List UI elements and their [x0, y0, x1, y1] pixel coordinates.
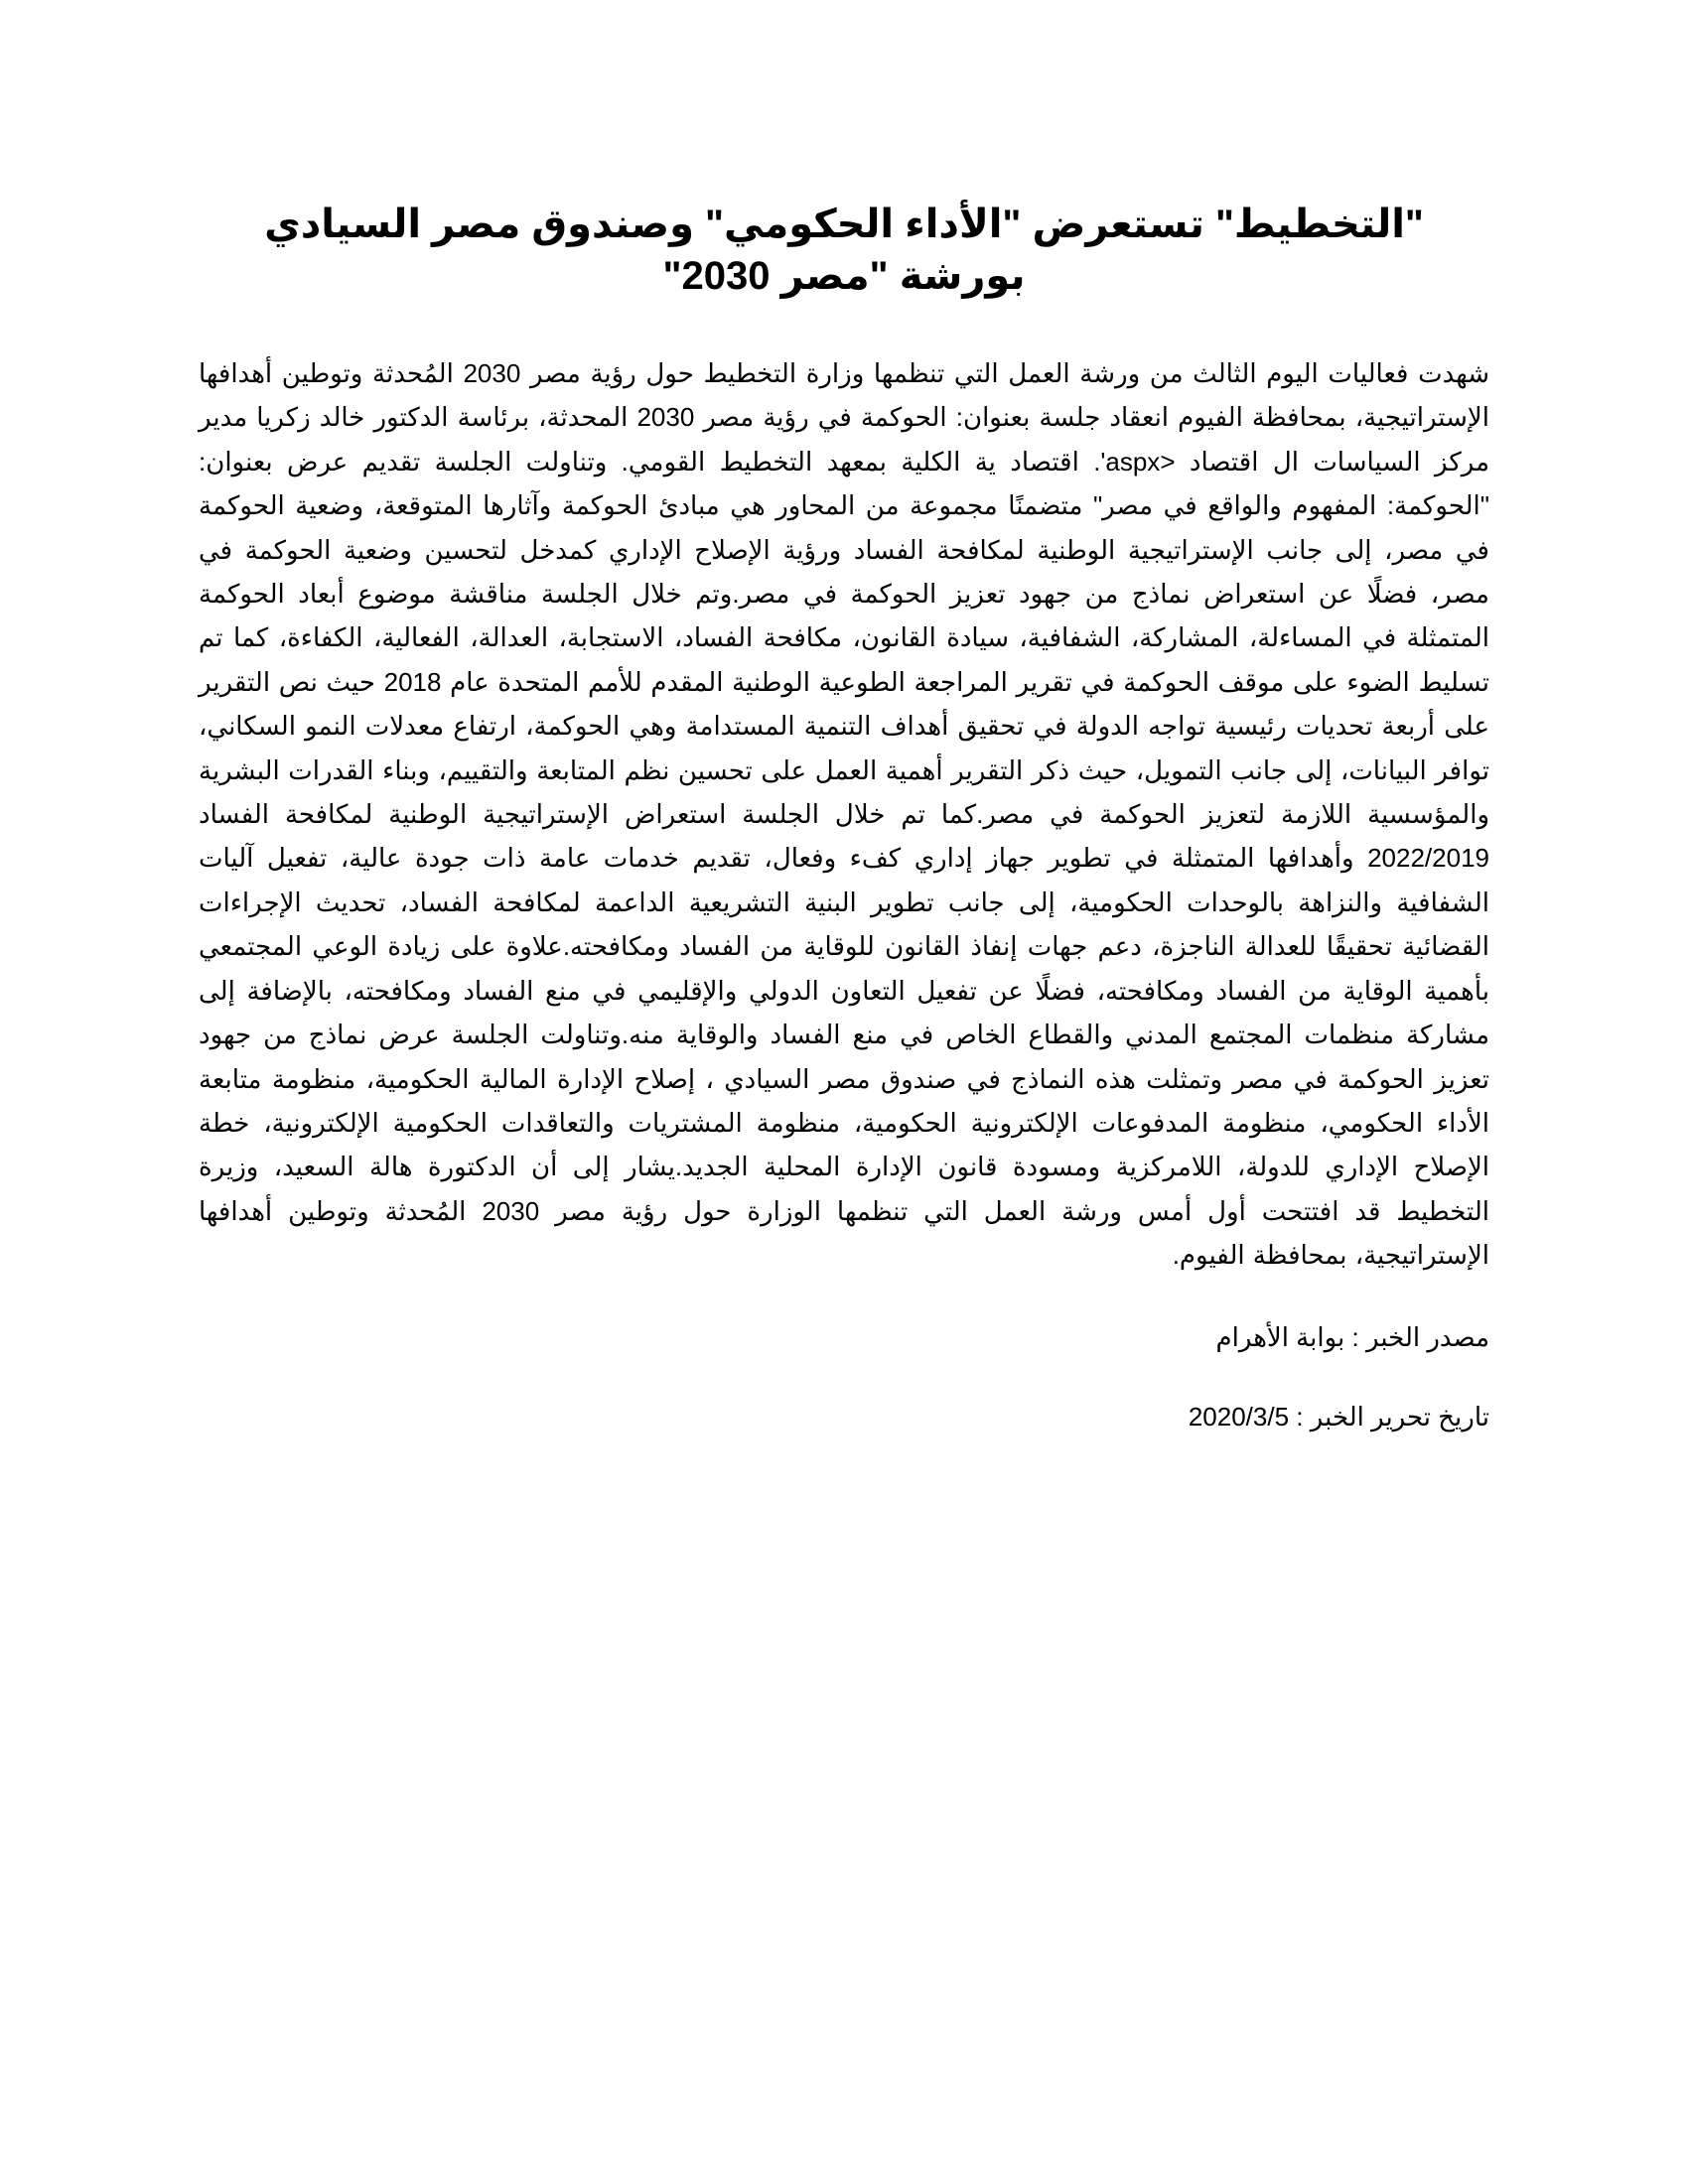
news-date-value: 2020/3/5: [1188, 1401, 1290, 1432]
news-source-separator: :: [1351, 1321, 1359, 1352]
article-body: شهدت فعاليات اليوم الثالث من ورشة العمل التي تنظمها وزارة التخطيط حول رؤية مصر 2030 المُحدثة وتوطين أهدافها الإستراتيجية، بمحافظة الفيوم انعقاد جلسة بعنوان: الحوكمة في رؤية مصر 2030 المحدثة، برئاسة الدكتور خالد زكريا مدير مركز السياسات ال اقتصاد <aspx'. اقتصاد ية الكلية بمعهد التخطيط القومي. وتناولت الجلسة تقديم عرض بعنوان: "الحوكمة: المفهوم والواقع في مصر" متضمنًا مجموعة من المحاور هي مبادئ الحوكمة وآثارها المتوقعة، وضعية الحوكمة في مصر، إلى جانب الإستراتيجية الوطنية لمكافحة الفساد ورؤية الإصلاح الإداري كمدخل لتحسين وضعية الحوكمة في مصر، فضلًا عن استعراض نماذج من جهود تعزيز الحوكمة في مصر.وتم خلال الجلسة مناقشة موضوع أبعاد الحوكمة المتمثلة في المساءلة، المشاركة، الشفافية، سيادة القانون، مكافحة الفساد، الاستجابة، العدالة، الفعالية، الكفاءة، كما تم تسليط الضوء على موقف الحوكمة في تقرير المراجعة الطوعية الوطنية المقدم للأمم المتحدة عام 2018 حيث نص التقرير على أربعة تحديات رئيسية تواجه الدولة في تحقيق أهداف التنمية المستدامة وهي الحوكمة، ارتفاع معدلات النمو السكاني، توافر البيانات، إلى جانب التمويل، حيث ذكر التقرير أهمية العمل على تحسين نظم المتابعة والتقييم، وبناء القدرات البشرية والمؤسسية اللازمة لتعزيز الحوكمة في مصر.كما تم خلال الجلسة استعراض الإستراتيجية الوطنية لمكافحة الفساد 2022/2019 وأهدافها المتمثلة في تطوير جهاز إداري كفء وفعال، تقديم خدمات عامة ذات جودة عالية، تفعيل آليات الشفافية والنزاهة بالوحدات الحكومية، إلى جانب تطوير البنية التشريعية الداعمة لمكافحة الفساد، تحديث الإجراءات القضائية تحقيقًا للعدالة الناجزة، دعم جهات إنفاذ القانون للوقاية من الفساد ومكافحته.علاوة على زيادة الوعي المجتمعي بأهمية الوقاية من الفساد ومكافحته، فضلًا عن تفعيل التعاون الدولي والإقليمي في منع الفساد ومكافحته، بالإضافة إلى مشاركة منظمات المجتمع المدني والقطاع الخاص في منع الفساد والوقاية منه.وتناولت الجلسة عرض نماذج من جهود تعزيز الحوكمة في مصر وتمثلت هذه النماذج في صندوق مصر السيادي ، إصلاح الإدارة المالية الحكومية، منظومة متابعة الأداء الحكومي، منظومة المدفوعات الإلكترونية الحكومية، منظومة المشتريات والتعاقدات الحكومية الإلكترونية، خطة الإصلاح الإداري للدولة، اللامركزية ومسودة قانون الإدارة المحلية الجديد.يشار إلى أن الدكتورة هالة السعيد، وزيرة التخطيط قد افتتحت أول أمس ورشة العمل التي تنظمها الوزارة حول رؤية مصر 2030 المُحدثة وتوطين أهدافها الإستراتيجية، بمحافظة الفيوم.: [199, 358, 1490, 1271]
article-title: "التخطيط" تستعرض "الأداء الحكومي" وصندوق مصر السيادي بورشة "مصر 2030": [264, 203, 1424, 298]
news-source-value: بوابة الأهرام: [1215, 1321, 1345, 1352]
news-date: [199, 1397, 1489, 1436]
news-source-label: مصدر الخبر: [1365, 1321, 1489, 1352]
news-date-separator: :: [1296, 1401, 1304, 1432]
article: [199, 199, 1489, 1436]
news-date-label: تاريخ تحرير الخبر: [1310, 1401, 1489, 1432]
news-source: [199, 1317, 1489, 1357]
